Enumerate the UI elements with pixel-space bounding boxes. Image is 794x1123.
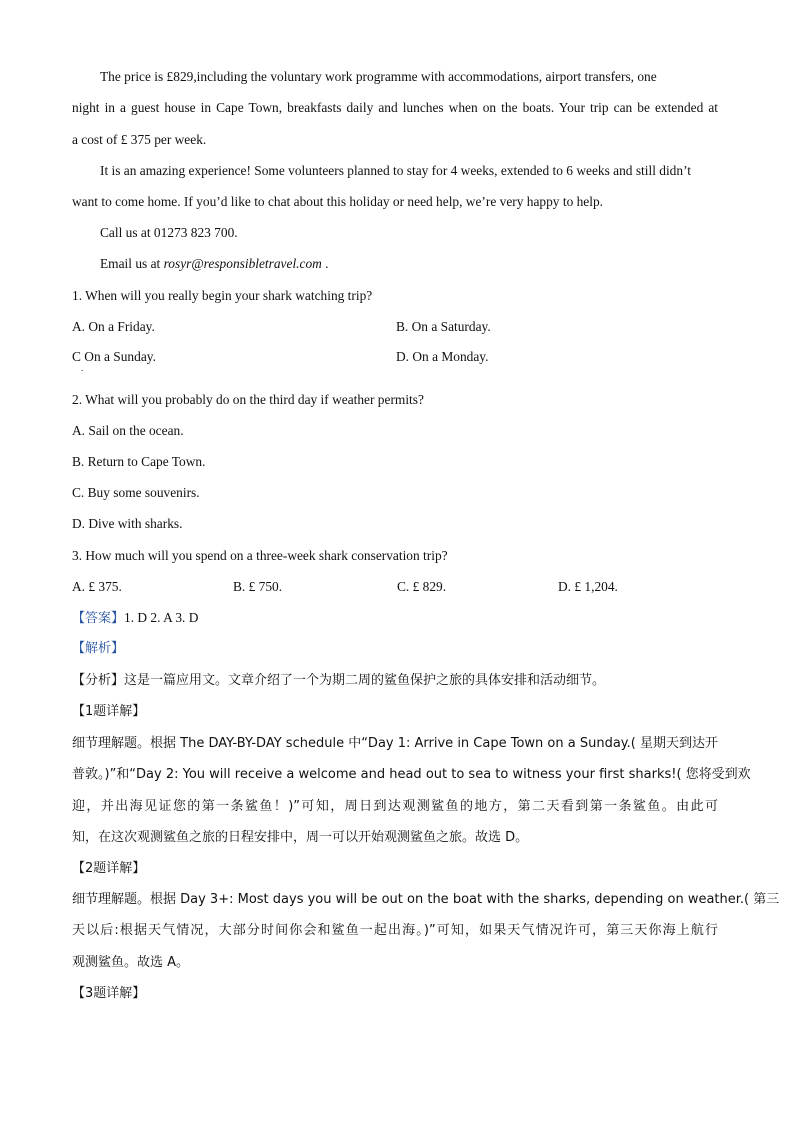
q1-detail-line: 普敦。)”和“Day 2: You will receive a welcome and head out to sea to witness your first sharks!( 您将受到欢 bbox=[72, 767, 751, 782]
email-suffix: . bbox=[321, 256, 329, 271]
q1-detail-title: 【1题详解】 bbox=[72, 704, 146, 719]
option-c: C. Buy some souvenirs. bbox=[72, 485, 200, 500]
q2-detail-line: 细节理解题。根据 Day 3+: Most days you will be out on the boat with the sharks, depending on weather.( 第三 bbox=[72, 892, 780, 907]
question-stem: 1. When will you really begin your shark watching trip? bbox=[72, 288, 373, 303]
option-b: B. £ 750. bbox=[233, 579, 283, 594]
q2-detail-line: 观测鲨鱼。故选 A。 bbox=[72, 955, 190, 970]
option-c-dot: . bbox=[81, 363, 84, 373]
option-d: D. On a Monday. bbox=[396, 349, 489, 364]
email-prefix: Email us at bbox=[100, 256, 164, 271]
option-c: C. £ 829. bbox=[397, 579, 447, 594]
passage-line: It is an amazing experience! Some volunteers planned to stay for 4 weeks, extended to 6 weeks and still didn’t bbox=[100, 163, 692, 178]
contact-email bbox=[100, 255, 329, 273]
passage-line: The price is £829,including the voluntary work programme with accommodations, airport transfers, one bbox=[100, 69, 657, 84]
q2-detail-title: 【2题详解】 bbox=[72, 861, 146, 876]
option-d: D. £ 1,204. bbox=[558, 579, 618, 594]
answer-line bbox=[72, 609, 198, 628]
contact-phone: Call us at 01273 823 700. bbox=[100, 225, 238, 240]
option-a: A. £ 375. bbox=[72, 579, 122, 594]
analysis-label: 【解析】 bbox=[72, 641, 125, 656]
q2-detail-line: 天以后:根据天气情况，大部分时间你会和鲨鱼一起出海。)”可知，如果天气情况许可，第三天你海上航行 bbox=[72, 923, 718, 938]
q1-detail-line: 细节理解题。根据 The DAY-BY-DAY schedule 中“Day 1: Arrive in Cape Town on a Sunday.( 星期天到达开 bbox=[72, 736, 718, 751]
question-stem: 2. What will you probably do on the third day if weather permits? bbox=[72, 392, 424, 407]
passage-line: want to come home. If you’d like to chat about this holiday or need help, we’re very happy to help. bbox=[72, 194, 604, 209]
passage-line: night in a guest house in Cape Town, breakfasts daily and lunches when on the boats. Your trip can be extended at bbox=[72, 100, 718, 115]
q1-detail-line: 知，在这次观测鲨鱼之旅的日程安排中，周一可以开始观测鲨鱼之旅。故选 D。 bbox=[72, 830, 529, 845]
question-stem: 3. How much will you spend on a three-week shark conservation trip? bbox=[72, 548, 448, 563]
summary-text: 这是一篇应用文。文章介绍了一个为期二周的鲨鱼保护之旅的具体安排和活动细节。 bbox=[124, 673, 606, 688]
answer-text: 1. D 2. A 3. D bbox=[124, 610, 199, 625]
option-c: C On a Sunday. bbox=[72, 349, 156, 364]
summary-label: 【分析】 bbox=[72, 673, 125, 688]
passage-line: a cost of £ 375 per week. bbox=[72, 132, 207, 147]
option-a: A. On a Friday. bbox=[72, 319, 155, 334]
summary-line bbox=[72, 672, 605, 690]
option-b: B. Return to Cape Town. bbox=[72, 454, 206, 469]
q1-detail-line: 迎，并出海见证您的第一条鲨鱼！)”可知，周日到达观测鲨鱼的地方，第二天看到第一条鲨鱼。由此可 bbox=[72, 799, 718, 814]
option-d: D. Dive with sharks. bbox=[72, 516, 183, 531]
option-a: A. Sail on the ocean. bbox=[72, 423, 184, 438]
option-b: B. On a Saturday. bbox=[396, 319, 491, 334]
email-address: rosyr@responsibletravel.com bbox=[163, 256, 322, 271]
answer-label: 【答案】 bbox=[72, 611, 125, 626]
q3-detail-title: 【3题详解】 bbox=[72, 986, 146, 1001]
